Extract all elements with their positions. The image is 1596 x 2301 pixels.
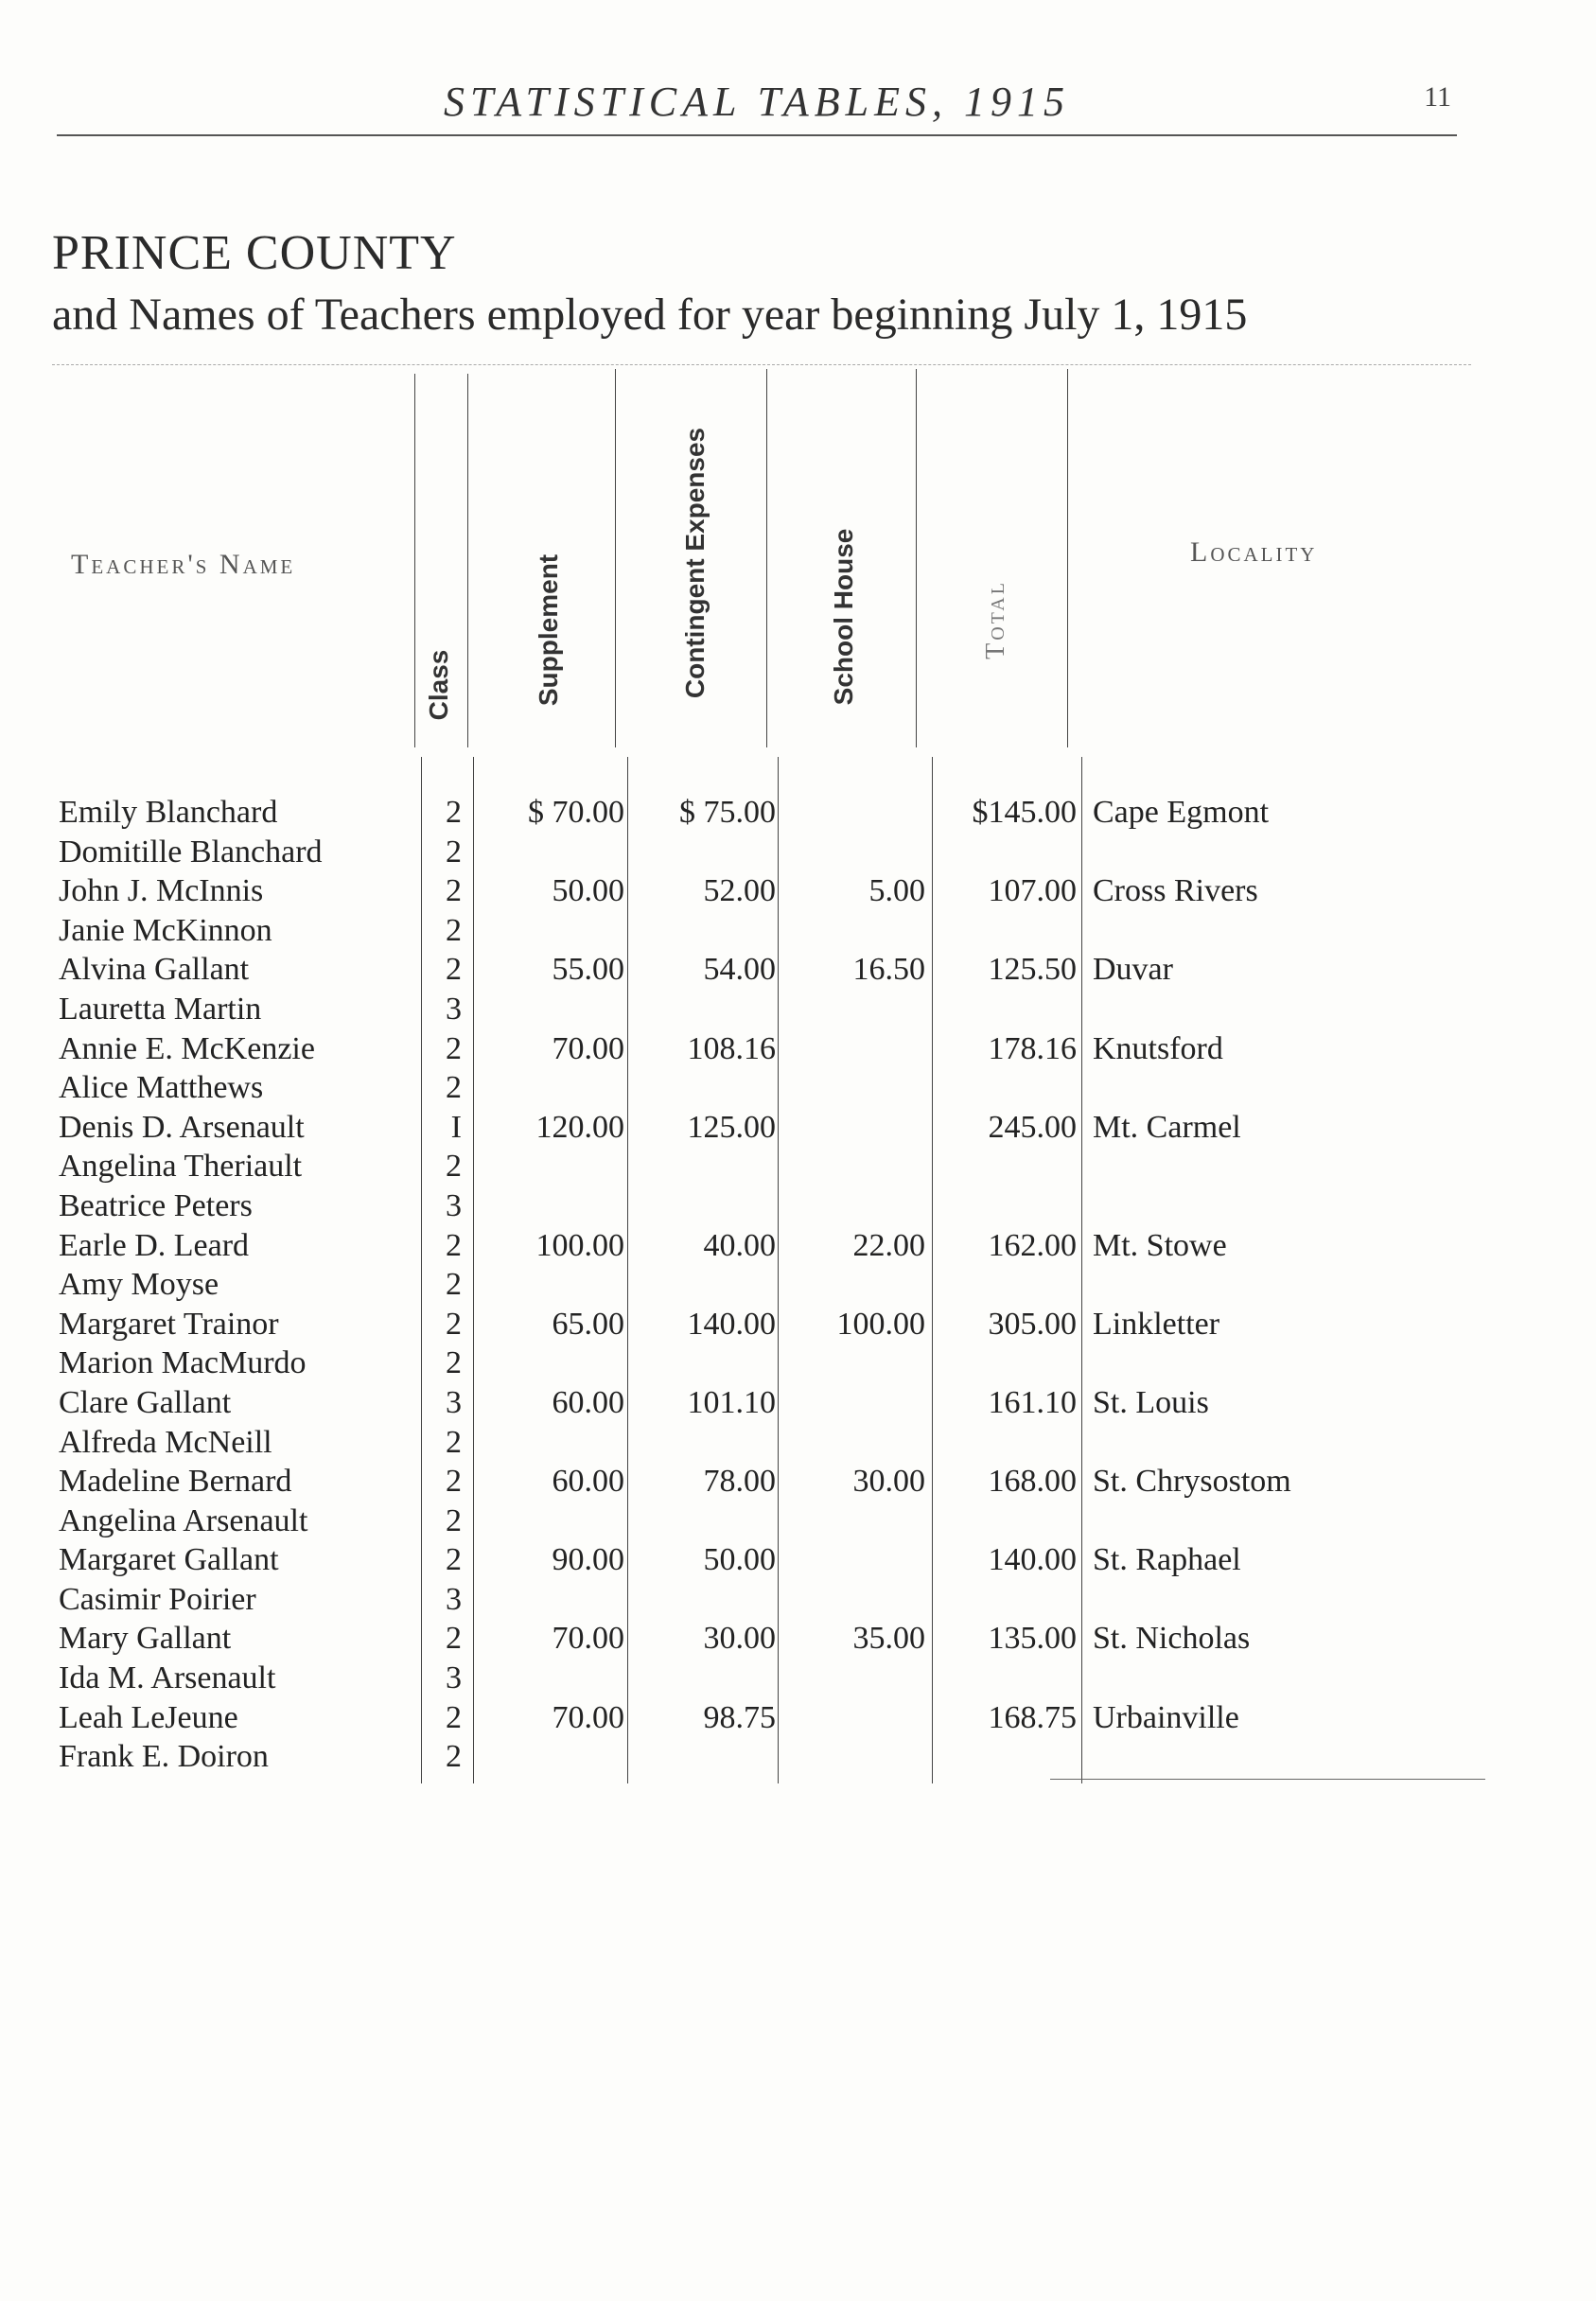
table-row [0,1580,1596,1620]
class-cell: 3 [446,1581,462,1617]
contingent-cell: 30.00 [703,1621,776,1657]
total-cell: 245.00 [988,1109,1077,1145]
teacher-name: John J. McInnis [59,873,264,909]
teacher-name: Ida M. Arsenault [59,1660,276,1696]
contingent-cell: 54.00 [703,952,776,988]
contingent-cell: $ 75.00 [679,795,776,830]
contingent-cell: 50.00 [703,1542,776,1578]
county-title: PRINCE COUNTY [52,226,457,280]
class-cell: I [450,1109,462,1145]
teacher-name: Alvina Gallant [59,952,250,988]
teacher-name: Denis D. Arsenault [59,1109,305,1145]
teacher-name: Madeline Bernard [59,1464,292,1500]
class-cell: 2 [446,834,462,869]
supplement-cell: 70.00 [552,1030,624,1066]
supplement-cell: 50.00 [552,873,624,909]
school-house-cell: 100.00 [836,1306,925,1342]
supplement-cell: 65.00 [552,1306,624,1342]
table-row [0,1462,1596,1502]
teacher-name: Margaret Gallant [59,1542,279,1578]
table-row [0,1186,1596,1226]
locality-cell: Cross Rivers [1093,873,1258,909]
teacher-name: Frank E. Doiron [59,1739,269,1775]
class-cell: 2 [446,1424,462,1460]
teacher-name: Amy Moyse [59,1267,219,1303]
locality-cell: St. Nicholas [1093,1621,1251,1657]
supplement-cell: 70.00 [552,1699,624,1735]
locality-cell: Mt. Stowe [1093,1227,1227,1263]
table-row [0,1226,1596,1266]
class-cell: 2 [446,952,462,988]
col-header-school-house: School House [829,528,858,706]
class-cell: 2 [446,1070,462,1106]
class-cell: 2 [446,1030,462,1066]
header-rule-5 [916,369,917,747]
table-subtitle: and Names of Teachers employed for year beginning July 1, 1915 [52,290,1248,340]
col-header-supplement: Supplement [534,553,563,707]
teacher-name: Lauretta Martin [59,991,262,1027]
class-cell: 2 [446,1699,462,1735]
locality-cell: Linkletter [1093,1306,1220,1342]
col-header-contingent: Contingent Expenses [680,427,710,699]
header-rule-6 [1067,369,1068,747]
locality-cell: Knutsford [1093,1030,1223,1066]
contingent-cell: 140.00 [687,1306,776,1342]
table-end-rule [1050,1779,1485,1780]
header-rule [52,364,1471,365]
class-cell: 2 [446,1227,462,1263]
total-cell: 168.00 [988,1464,1077,1500]
header-rule-3 [615,369,616,747]
total-cell: 162.00 [988,1227,1077,1263]
total-cell: $145.00 [972,795,1077,830]
col-header-total: Total [981,580,1010,659]
teacher-name: Earle D. Leard [59,1227,250,1263]
total-cell: 135.00 [988,1621,1077,1657]
supplement-cell: 70.00 [552,1621,624,1657]
running-title: STATISTICAL TABLES, 1915 [444,79,1070,125]
class-cell: 3 [446,1384,462,1420]
locality-cell: St. Louis [1093,1384,1209,1420]
contingent-cell: 108.16 [687,1030,776,1066]
class-cell: 2 [446,1345,462,1381]
col-header-class: Class [424,649,453,721]
table-row [0,1029,1596,1069]
locality-cell: Urbainville [1093,1699,1239,1735]
school-house-cell: 35.00 [852,1621,925,1657]
class-cell: 3 [446,991,462,1027]
page-number: 11 [1424,81,1451,113]
class-cell: 2 [446,795,462,830]
class-cell: 2 [446,1621,462,1657]
teacher-name: Emily Blanchard [59,795,278,830]
table-row [0,1305,1596,1344]
teacher-name: Leah LeJeune [59,1699,238,1735]
contingent-cell: 52.00 [703,873,776,909]
school-house-cell: 16.50 [852,952,925,988]
locality-cell: Cape Egmont [1093,795,1270,830]
class-cell: 2 [446,1149,462,1185]
teacher-name: Mary Gallant [59,1621,232,1657]
teacher-table [0,793,1596,1777]
table-row [0,911,1596,951]
class-cell: 2 [446,873,462,909]
supplement-cell: 100.00 [535,1227,624,1263]
supplement-cell: 55.00 [552,952,624,988]
table-row [0,1265,1596,1305]
teacher-name: Angelina Arsenault [59,1502,308,1538]
contingent-cell: 78.00 [703,1464,776,1500]
table-row [0,1698,1596,1738]
class-cell: 2 [446,1267,462,1303]
supplement-cell: 60.00 [552,1384,624,1420]
teacher-name: Annie E. McKenzie [59,1030,315,1066]
teacher-name: Casimir Poirier [59,1581,256,1617]
table-row [0,1502,1596,1541]
total-cell: 125.50 [988,952,1077,988]
class-cell: 2 [446,1502,462,1538]
teacher-name: Margaret Trainor [59,1306,279,1342]
table-row [0,1619,1596,1659]
class-cell: 3 [446,1187,462,1223]
teacher-name: Domitille Blanchard [59,834,323,869]
locality-cell: St. Raphael [1093,1542,1241,1578]
locality-cell: Duvar [1093,952,1173,988]
supplement-cell: 90.00 [552,1542,624,1578]
class-cell: 2 [446,912,462,948]
contingent-cell: 101.10 [687,1384,776,1420]
table-row [0,833,1596,872]
header-rule-2 [467,374,468,747]
table-row [0,871,1596,911]
running-head [57,78,1457,136]
page-heading [52,225,1471,341]
table-row [0,1423,1596,1463]
supplement-cell: 120.00 [535,1109,624,1145]
class-cell: 2 [446,1306,462,1342]
teacher-name: Janie McKinnon [59,912,272,948]
table-row [0,990,1596,1029]
teacher-name: Clare Gallant [59,1384,232,1420]
school-house-cell: 5.00 [868,873,925,909]
class-cell: 2 [446,1464,462,1500]
teacher-name: Angelina Theriault [59,1149,303,1185]
total-cell: 178.16 [988,1030,1077,1066]
table-row [0,1540,1596,1580]
teacher-name: Beatrice Peters [59,1187,253,1223]
total-cell: 161.10 [988,1384,1077,1420]
table-row [0,793,1596,833]
total-cell: 107.00 [988,873,1077,909]
class-cell: 2 [446,1739,462,1775]
table-row [0,1659,1596,1698]
table-row [0,1383,1596,1423]
table-row [0,950,1596,990]
col-header-locality: Locality [1190,536,1318,568]
table-row [0,1344,1596,1383]
header-rule-1 [414,374,415,747]
locality-cell: Mt. Carmel [1093,1109,1241,1145]
contingent-cell: 98.75 [703,1699,776,1735]
contingent-cell: 125.00 [687,1109,776,1145]
col-header-teacher: Teacher's Name [71,549,296,580]
teacher-name: Alice Matthews [59,1070,264,1106]
class-cell: 3 [446,1660,462,1696]
supplement-cell: $ 70.00 [528,795,624,830]
contingent-cell: 40.00 [703,1227,776,1263]
school-house-cell: 22.00 [852,1227,925,1263]
table-row [0,1147,1596,1186]
teacher-name: Alfreda McNeill [59,1424,272,1460]
locality-cell: St. Chrysostom [1093,1464,1291,1500]
class-cell: 2 [446,1542,462,1578]
table-row [0,1068,1596,1108]
total-cell: 168.75 [988,1699,1077,1735]
total-cell: 140.00 [988,1542,1077,1578]
teacher-name: Marion MacMurdo [59,1345,307,1381]
table-row [0,1108,1596,1148]
header-rule-4 [766,369,767,747]
school-house-cell: 30.00 [852,1464,925,1500]
table-row [0,1737,1596,1777]
total-cell: 305.00 [988,1306,1077,1342]
supplement-cell: 60.00 [552,1464,624,1500]
